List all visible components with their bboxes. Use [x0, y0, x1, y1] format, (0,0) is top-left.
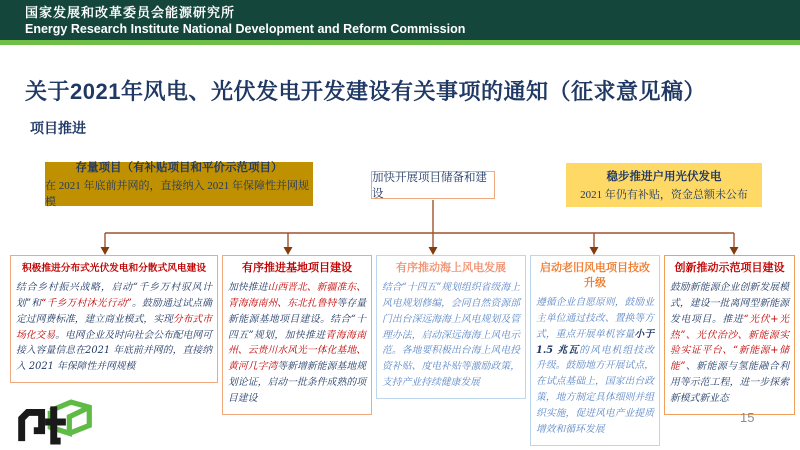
flow-box-distributed-pv-wind — [10, 255, 218, 383]
org-name-en: Energy Research Institute National Development and Reform Commission — [25, 22, 466, 36]
header-bar — [0, 0, 800, 40]
stock-projects-title: 存量项目（有补贴项目和平价示范项目） — [75, 162, 283, 174]
section-label: 项目推进 — [30, 122, 86, 137]
flow-box-offshore-wind — [376, 255, 526, 399]
flow-box-demo-projects — [664, 255, 795, 415]
page-title: 关于2021年风电、光伏发电开发建设有关事项的通知（征求意见稿） — [25, 78, 706, 104]
text-segment: 结合乡村振兴战略，启动“千乡万村驭风计划”和 — [16, 282, 212, 309]
org-name-cn: 国家发展和改革委员会能源研究所 — [25, 5, 236, 20]
flow-box-body — [536, 295, 654, 438]
flow-box-title: 有序推动海上风电发展 — [396, 262, 506, 274]
household-pv-title: 稳步推进户用光伏发电 — [606, 171, 722, 183]
text-segment: 遵循企业自愿原则，鼓励业主单位通过技改、置换等方式，重点开展单机容量 — [536, 297, 654, 340]
project-preparation-label: 加快开展项目储备和建设 — [372, 172, 487, 200]
flow-box-body — [16, 280, 212, 375]
flow-box-title: 有序推进基地项目建设 — [242, 262, 352, 274]
text-segment: 加快推进 — [228, 282, 268, 293]
text-segment: 。鼓励通过试点确定过网费标准，建立商业模式，实现 — [16, 297, 212, 325]
flow-connector-arrows — [0, 196, 800, 258]
flow-box-body — [382, 280, 520, 391]
flow-box-body — [228, 280, 366, 407]
text-segment: 结合“十四五”规划组织省级海上风电规划修编，会同自然资源部门出台深远海海上风电规划及管理办法，启动深远海海上风电示范。各地要积极出台海上风电投资补贴、度电补贴等激励政策，支持产业持续健康发展 — [382, 282, 520, 389]
text-segment: 山西晋北、新疆准东、青海海南州、东北扎鲁特 — [228, 282, 367, 309]
flow-box-title: 创新推动示范项目建设 — [674, 262, 785, 274]
text-segment: 等存量新能源基地项目建设。结合“十四五”规划，加快推进 — [228, 297, 367, 341]
text-segment: 的风电机组技改升级。鼓励地方开展试点，在试点基础上，国家出台政策，地方制定具体细则并组织实施，促进风电产业提质增效和循环发展 — [536, 344, 654, 435]
text-segment: 。电网企业及时向社会公布配电网可接入容量信息在2021 年底前并网的，直接纳入 2021 年保障性并网规模 — [16, 329, 213, 373]
household-pv-note: 2021 年仍有补贴，资金总额未公布 — [580, 189, 748, 201]
flow-box-title: 启动老旧风电项目技改升级 — [540, 262, 650, 289]
page-number: 15 — [740, 410, 755, 425]
text-segment: 小于 1.5 兆瓦 — [536, 328, 655, 356]
header-stripe — [0, 40, 800, 45]
flow-box-title: 积极推进分布式光伏发电和分散式风电建设 — [21, 263, 207, 274]
project-preparation-box — [371, 171, 495, 199]
text-segment: 等新增新能源基地规划论证，启动一批条件成熟的项目建设 — [228, 361, 367, 405]
text-segment: 分布式市场化交易 — [16, 313, 213, 341]
text-segment: “千乡万村沐光行动” — [41, 297, 132, 309]
text-segment: 鼓励新能源企业创新发展模式，建设一批离网型新能源发电项目。推进 — [670, 282, 789, 325]
text-segment: “光伏+光热”、光伏治沙、新能源实验实证平台、“新能源+储能” — [670, 313, 790, 373]
text-segment: 、新能源与氢能融合利用等示范工程，进一步探索新模式新业态 — [670, 361, 789, 405]
text-segment: 青海海南州、云贵川水风光一体化基地、黄河几字湾 — [228, 329, 367, 373]
flow-box-base-projects — [222, 255, 372, 415]
flow-box-body — [670, 280, 789, 407]
institute-logo — [8, 396, 96, 448]
stock-projects-note: 在 2021 年底前并网的，直接纳入 2021 年保障性并网规模 — [45, 180, 309, 208]
flow-row — [10, 255, 795, 446]
flow-box-old-wind-retrofit — [530, 255, 660, 446]
